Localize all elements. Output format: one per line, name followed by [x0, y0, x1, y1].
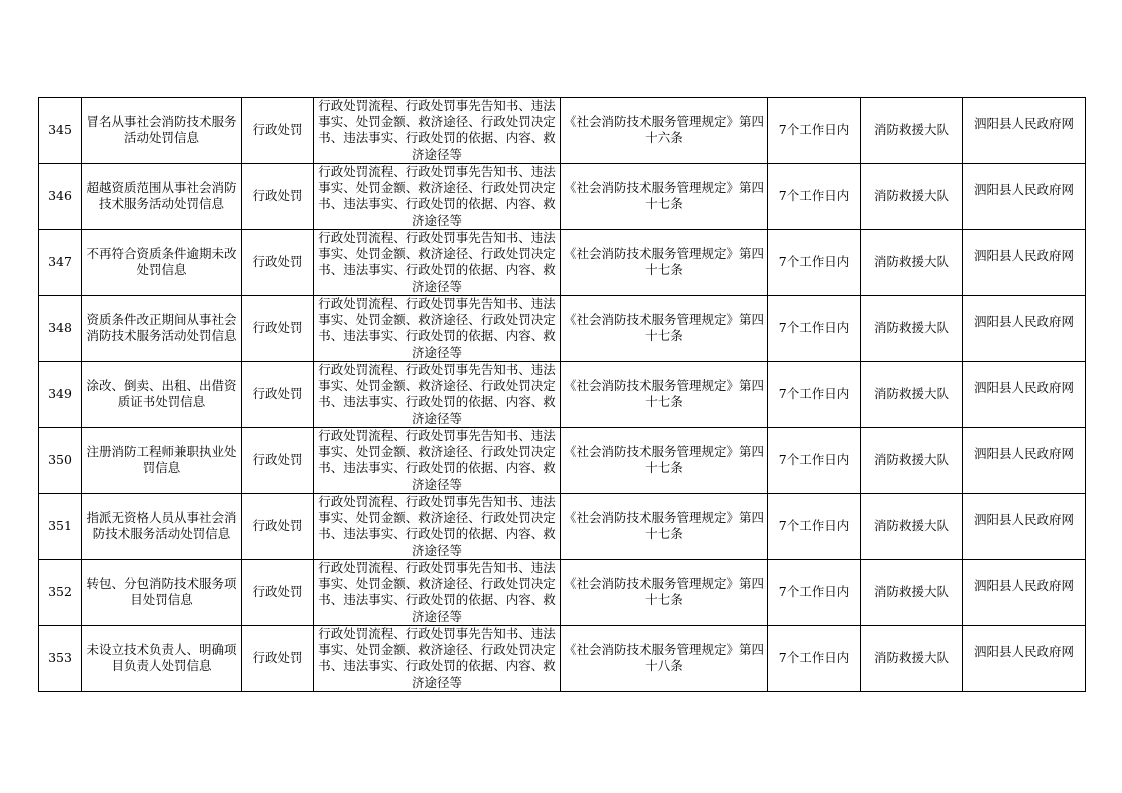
row-number: 348 — [48, 320, 72, 336]
disclosure-time-limit-cell — [768, 229, 861, 295]
item-category: 行政处罚 — [252, 650, 303, 666]
item-category: 行政处罚 — [252, 254, 303, 270]
disclosure-time-limit-cell — [768, 427, 861, 493]
responsible-unit-cell — [861, 625, 963, 691]
row-number: 349 — [48, 386, 72, 402]
table-row — [39, 295, 1086, 361]
table-row — [39, 98, 1086, 164]
disclosure-content: 行政处罚流程、行政处罚事先告知书、违法事实、处罚金额、救济途径、行政处罚决定书、违法事实、行政处罚的依据、内容、救济途径等 — [318, 361, 556, 426]
responsible-unit-cell — [861, 295, 963, 361]
item-category-cell — [242, 493, 314, 559]
item-category-cell — [242, 229, 314, 295]
disclosure-content-cell — [314, 625, 561, 691]
disclosure-content: 行政处罚流程、行政处罚事先告知书、违法事实、处罚金额、救济途径、行政处罚决定书、违法事实、行政处罚的依据、内容、救济途径等 — [318, 625, 556, 690]
table-row — [39, 559, 1086, 625]
item-category-cell — [242, 361, 314, 427]
item-name-cell — [82, 427, 242, 493]
row-number: 345 — [48, 122, 72, 138]
row-number: 351 — [48, 518, 72, 534]
responsible-unit-cell — [861, 163, 963, 229]
item-name-cell — [82, 229, 242, 295]
legal-basis-cell — [561, 295, 768, 361]
row-number-cell — [39, 493, 82, 559]
disclosure-content: 行政处罚流程、行政处罚事先告知书、违法事实、处罚金额、救济途径、行政处罚决定书、违法事实、行政处罚的依据、内容、救济途径等 — [318, 163, 556, 228]
item-category-cell — [242, 427, 314, 493]
row-number: 346 — [48, 188, 72, 204]
disclosure-time-limit-cell — [768, 163, 861, 229]
row-number-cell — [39, 427, 82, 493]
legal-basis: 《社会消防技术服务管理规定》第四十七条 — [563, 576, 764, 608]
row-number: 350 — [48, 452, 72, 468]
disclosure-channel: 泗阳县人民政府网 — [973, 512, 1074, 528]
disclosure-time-limit: 7个工作日内 — [778, 188, 850, 204]
disclosure-content-cell — [314, 163, 561, 229]
responsible-unit-cell — [861, 98, 963, 164]
disclosure-time-limit: 7个工作日内 — [778, 320, 850, 336]
disclosure-content: 行政处罚流程、行政处罚事先告知书、违法事实、处罚金额、救济途径、行政处罚决定书、违法事实、行政处罚的依据、内容、救济途径等 — [318, 98, 556, 162]
legal-basis: 《社会消防技术服务管理规定》第四十七条 — [563, 246, 764, 278]
disclosure-content-cell — [314, 493, 561, 559]
responsible-unit: 消防救援大队 — [873, 254, 949, 270]
disclosure-channel-cell — [963, 163, 1086, 229]
disclosure-content: 行政处罚流程、行政处罚事先告知书、违法事实、处罚金额、救济途径、行政处罚决定书、违法事实、行政处罚的依据、内容、救济途径等 — [318, 427, 556, 492]
responsible-unit: 消防救援大队 — [873, 386, 949, 402]
item-category: 行政处罚 — [252, 320, 303, 336]
disclosure-content: 行政处罚流程、行政处罚事先告知书、违法事实、处罚金额、救济途径、行政处罚决定书、违法事实、行政处罚的依据、内容、救济途径等 — [318, 559, 556, 624]
legal-basis: 《社会消防技术服务管理规定》第四十七条 — [563, 180, 764, 212]
disclosure-channel-cell — [963, 559, 1086, 625]
item-category: 行政处罚 — [252, 188, 303, 204]
row-number: 352 — [48, 584, 72, 600]
disclosure-channel: 泗阳县人民政府网 — [973, 314, 1074, 330]
legal-basis-cell — [561, 361, 768, 427]
legal-basis-cell — [561, 493, 768, 559]
disclosure-channel: 泗阳县人民政府网 — [973, 446, 1074, 462]
disclosure-channel-cell — [963, 98, 1086, 164]
disclosure-content-cell — [314, 427, 561, 493]
disclosure-channel: 泗阳县人民政府网 — [973, 380, 1074, 396]
disclosure-time-limit: 7个工作日内 — [778, 386, 850, 402]
disclosure-time-limit: 7个工作日内 — [778, 254, 850, 270]
responsible-unit: 消防救援大队 — [873, 650, 949, 666]
responsible-unit: 消防救援大队 — [873, 188, 949, 204]
disclosure-channel: 泗阳县人民政府网 — [973, 116, 1074, 132]
responsible-unit: 消防救援大队 — [873, 584, 949, 600]
item-name-cell — [82, 361, 242, 427]
legal-basis-cell — [561, 229, 768, 295]
item-name: 冒名从事社会消防技术服务活动处罚信息 — [86, 114, 237, 146]
row-number-cell — [39, 295, 82, 361]
responsible-unit: 消防救援大队 — [873, 320, 949, 336]
disclosure-content-cell — [314, 98, 561, 164]
disclosure-content-cell — [314, 559, 561, 625]
disclosure-time-limit: 7个工作日内 — [778, 452, 850, 468]
row-number: 347 — [48, 254, 72, 270]
disclosure-time-limit: 7个工作日内 — [778, 584, 850, 600]
legal-basis: 《社会消防技术服务管理规定》第四十七条 — [563, 312, 764, 344]
disclosure-time-limit-cell — [768, 625, 861, 691]
responsible-unit-cell — [861, 427, 963, 493]
disclosure-channel-cell — [963, 361, 1086, 427]
item-name: 指派无资格人员从事社会消防技术服务活动处罚信息 — [86, 510, 237, 542]
item-category: 行政处罚 — [252, 386, 303, 402]
legal-basis: 《社会消防技术服务管理规定》第四十七条 — [563, 444, 764, 476]
item-category-cell — [242, 295, 314, 361]
disclosure-content: 行政处罚流程、行政处罚事先告知书、违法事实、处罚金额、救济途径、行政处罚决定书、违法事实、行政处罚的依据、内容、救济途径等 — [318, 493, 556, 558]
row-number-cell — [39, 98, 82, 164]
item-name-cell — [82, 559, 242, 625]
table-row — [39, 163, 1086, 229]
disclosure-content: 行政处罚流程、行政处罚事先告知书、违法事实、处罚金额、救济途径、行政处罚决定书、违法事实、行政处罚的依据、内容、救济途径等 — [318, 295, 556, 360]
disclosure-time-limit-cell — [768, 361, 861, 427]
item-name-cell — [82, 625, 242, 691]
disclosure-channel-cell — [963, 295, 1086, 361]
item-category: 行政处罚 — [252, 518, 303, 534]
item-name: 资质条件改正期间从事社会消防技术服务活动处罚信息 — [86, 312, 237, 344]
disclosure-time-limit-cell — [768, 295, 861, 361]
item-category: 行政处罚 — [252, 122, 303, 138]
responsible-unit: 消防救援大队 — [873, 518, 949, 534]
table-row — [39, 493, 1086, 559]
disclosure-time-limit: 7个工作日内 — [778, 650, 850, 666]
responsible-unit-cell — [861, 559, 963, 625]
item-category: 行政处罚 — [252, 452, 303, 468]
disclosure-channel: 泗阳县人民政府网 — [973, 248, 1074, 264]
row-number-cell — [39, 625, 82, 691]
row-number-cell — [39, 229, 82, 295]
disclosure-channel: 泗阳县人民政府网 — [973, 578, 1074, 594]
legal-basis-cell — [561, 98, 768, 164]
item-name-cell — [82, 493, 242, 559]
item-name: 注册消防工程师兼职执业处罚信息 — [86, 444, 237, 476]
legal-basis-cell — [561, 163, 768, 229]
disclosure-table — [38, 97, 1086, 692]
item-name: 转包、分包消防技术服务项目处罚信息 — [86, 576, 237, 608]
legal-basis: 《社会消防技术服务管理规定》第四十七条 — [563, 510, 764, 542]
legal-basis: 《社会消防技术服务管理规定》第四十六条 — [563, 114, 764, 146]
disclosure-content-cell — [314, 361, 561, 427]
item-name-cell — [82, 295, 242, 361]
disclosure-content: 行政处罚流程、行政处罚事先告知书、违法事实、处罚金额、救济途径、行政处罚决定书、违法事实、行政处罚的依据、内容、救济途径等 — [318, 229, 556, 294]
disclosure-channel-cell — [963, 229, 1086, 295]
disclosure-time-limit-cell — [768, 493, 861, 559]
legal-basis-cell — [561, 625, 768, 691]
row-number-cell — [39, 559, 82, 625]
disclosure-channel: 泗阳县人民政府网 — [973, 182, 1074, 198]
item-category-cell — [242, 625, 314, 691]
disclosure-channel-cell — [963, 625, 1086, 691]
disclosure-channel-cell — [963, 427, 1086, 493]
item-name: 涂改、倒卖、出租、出借资质证书处罚信息 — [86, 378, 237, 410]
row-number-cell — [39, 361, 82, 427]
row-number-cell — [39, 163, 82, 229]
table-row — [39, 427, 1086, 493]
item-name: 超越资质范围从事社会消防技术服务活动处罚信息 — [86, 180, 237, 212]
item-name-cell — [82, 163, 242, 229]
disclosure-time-limit: 7个工作日内 — [778, 518, 850, 534]
responsible-unit-cell — [861, 229, 963, 295]
disclosure-content-cell — [314, 295, 561, 361]
responsible-unit-cell — [861, 361, 963, 427]
responsible-unit: 消防救援大队 — [873, 122, 949, 138]
item-name-cell — [82, 98, 242, 164]
table-row — [39, 229, 1086, 295]
disclosure-channel-cell — [963, 493, 1086, 559]
legal-basis: 《社会消防技术服务管理规定》第四十八条 — [563, 642, 764, 674]
table-row — [39, 625, 1086, 691]
item-category-cell — [242, 98, 314, 164]
responsible-unit-cell — [861, 493, 963, 559]
responsible-unit: 消防救援大队 — [873, 452, 949, 468]
disclosure-time-limit: 7个工作日内 — [778, 122, 850, 138]
item-category-cell — [242, 559, 314, 625]
disclosure-content-cell — [314, 229, 561, 295]
table-row — [39, 361, 1086, 427]
row-number: 353 — [48, 650, 72, 666]
item-name: 不再符合资质条件逾期未改处罚信息 — [86, 246, 237, 278]
legal-basis: 《社会消防技术服务管理规定》第四十七条 — [563, 378, 764, 410]
legal-basis-cell — [561, 559, 768, 625]
disclosure-time-limit-cell — [768, 559, 861, 625]
item-name: 未设立技术负责人、明确项目负责人处罚信息 — [86, 642, 237, 674]
disclosure-channel: 泗阳县人民政府网 — [973, 644, 1074, 660]
legal-basis-cell — [561, 427, 768, 493]
disclosure-time-limit-cell — [768, 98, 861, 164]
item-category: 行政处罚 — [252, 584, 303, 600]
item-category-cell — [242, 163, 314, 229]
